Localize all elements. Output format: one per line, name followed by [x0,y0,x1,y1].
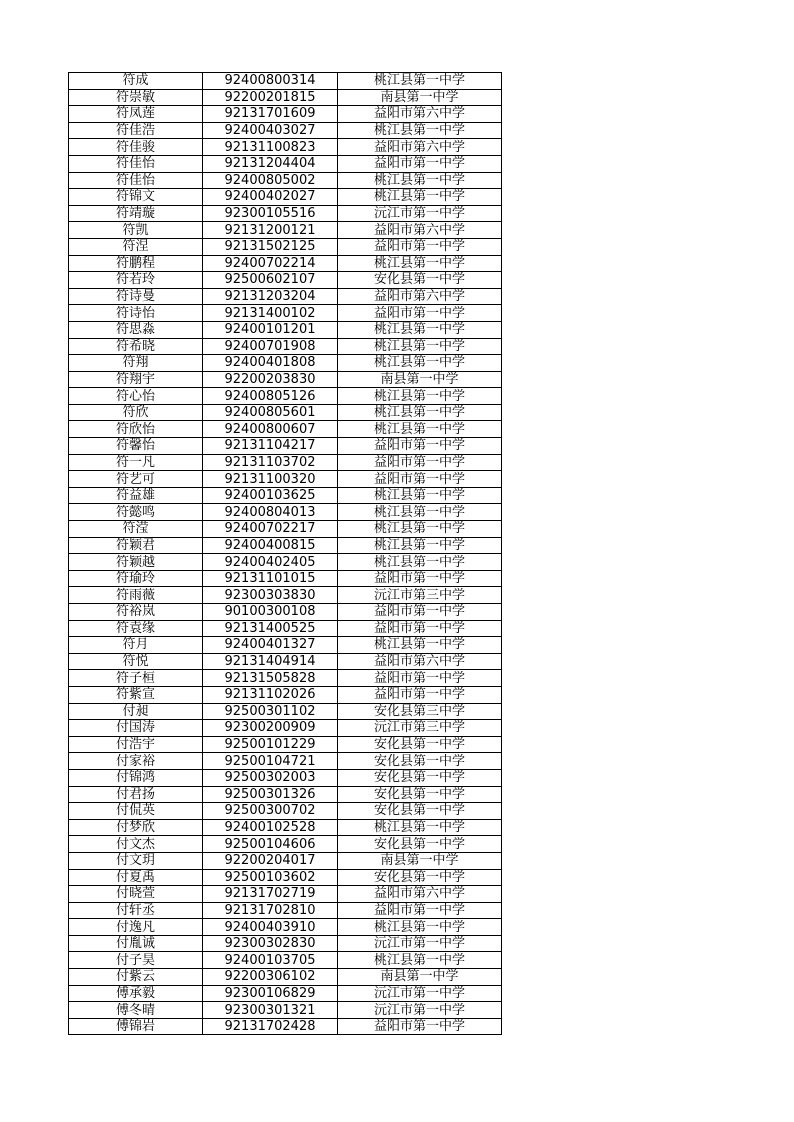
student-name-cell: 符艺可 [69,471,203,488]
exam-id-cell: 92131200121 [203,222,338,239]
exam-id-cell: 92400805002 [203,172,338,189]
school-name-cell: 益阳市第六中学 [338,106,502,123]
student-name-cell: 符欣怡 [69,421,203,438]
exam-id-cell: 92131204404 [203,155,338,172]
school-name-cell: 桃江县第一中学 [338,255,502,272]
exam-id-cell: 92400805126 [203,388,338,405]
table-row [69,321,502,338]
student-name-cell: 符滢 [69,521,203,538]
school-name-cell: 益阳市第一中学 [338,454,502,471]
exam-id-cell: 92500301326 [203,786,338,803]
exam-id-cell: 92400403910 [203,919,338,936]
student-name-cell: 付君扬 [69,786,203,803]
table-row [69,720,502,737]
exam-id-cell: 92131702810 [203,902,338,919]
student-name-cell: 符益雄 [69,487,203,504]
student-name-cell: 符鹏程 [69,255,203,272]
exam-id-cell: 92400103705 [203,952,338,969]
school-name-cell: 益阳市第一中学 [338,620,502,637]
table-row [69,653,502,670]
school-name-cell: 沅江市第一中学 [338,935,502,952]
exam-id-cell: 92131103702 [203,454,338,471]
exam-id-cell: 92400805601 [203,404,338,421]
table-row [69,73,502,90]
table-row [69,686,502,703]
student-name-cell: 符紫宣 [69,686,203,703]
table-row [69,106,502,123]
student-name-cell: 付昶 [69,703,203,720]
table-row [69,537,502,554]
school-name-cell: 益阳市第六中学 [338,653,502,670]
table-row [69,454,502,471]
table-row [69,554,502,571]
student-name-cell: 符锦文 [69,189,203,206]
exam-id-cell: 92400702217 [203,521,338,538]
exam-id-cell: 92131701609 [203,106,338,123]
school-name-cell: 桃江县第一中学 [338,404,502,421]
student-name-cell: 符裕岚 [69,604,203,621]
student-name-cell: 符佳怡 [69,155,203,172]
student-name-cell: 付紫云 [69,969,203,986]
school-name-cell: 安化县第一中学 [338,272,502,289]
table-row [69,189,502,206]
student-name-cell: 符佳浩 [69,122,203,139]
table-row [69,803,502,820]
exam-id-cell: 92400103625 [203,487,338,504]
exam-id-cell: 92300106829 [203,985,338,1002]
table-row [69,155,502,172]
school-name-cell: 桃江县第一中学 [338,819,502,836]
exam-id-cell: 92131100823 [203,139,338,156]
student-name-cell: 付浩宇 [69,736,203,753]
exam-id-cell: 92200201815 [203,89,338,106]
roster-table-body [69,73,502,1035]
school-name-cell: 桃江县第一中学 [338,73,502,90]
table-row [69,819,502,836]
school-name-cell: 益阳市第六中学 [338,139,502,156]
student-name-cell: 付家裕 [69,753,203,770]
exam-id-cell: 92500103602 [203,869,338,886]
exam-id-cell: 92500104606 [203,836,338,853]
school-name-cell: 桃江县第一中学 [338,355,502,372]
student-name-cell: 付胤诚 [69,935,203,952]
school-name-cell: 桃江县第一中学 [338,189,502,206]
exam-id-cell: 92500301102 [203,703,338,720]
exam-id-cell: 92200306102 [203,969,338,986]
student-name-cell: 符翔宇 [69,371,203,388]
table-row [69,637,502,654]
exam-id-cell: 92400400815 [203,537,338,554]
table-row [69,438,502,455]
table-row [69,371,502,388]
school-name-cell: 沅江市第一中学 [338,1002,502,1019]
table-row [69,89,502,106]
student-name-cell: 傅冬晴 [69,1002,203,1019]
school-name-cell: 益阳市第一中学 [338,238,502,255]
student-name-cell: 符心怡 [69,388,203,405]
school-name-cell: 沅江市第一中学 [338,205,502,222]
exam-id-cell: 92300303830 [203,587,338,604]
table-row [69,404,502,421]
student-name-cell: 付逸凡 [69,919,203,936]
student-name-cell: 符涅 [69,238,203,255]
table-row [69,238,502,255]
student-name-cell: 符成 [69,73,203,90]
exam-id-cell: 92200204017 [203,852,338,869]
exam-id-cell: 92500300702 [203,803,338,820]
exam-id-cell: 92500104721 [203,753,338,770]
table-row [69,504,502,521]
exam-id-cell: 92131400102 [203,305,338,322]
school-name-cell: 沅江市第三中学 [338,720,502,737]
student-name-cell: 符瑜玲 [69,570,203,587]
table-row [69,604,502,621]
exam-id-cell: 92131702719 [203,886,338,903]
school-name-cell: 沅江市第一中学 [338,985,502,1002]
student-name-cell: 符雨薇 [69,587,203,604]
student-name-cell: 付夏禹 [69,869,203,886]
school-name-cell: 桃江县第一中学 [338,487,502,504]
exam-id-cell: 92500101229 [203,736,338,753]
school-name-cell: 南县第一中学 [338,852,502,869]
exam-id-cell: 92400402405 [203,554,338,571]
table-row [69,736,502,753]
exam-id-cell: 92400702214 [203,255,338,272]
table-row [69,471,502,488]
table-row [69,1018,502,1035]
student-name-cell: 符欣 [69,404,203,421]
student-name-cell: 符希晓 [69,338,203,355]
student-name-cell: 符凤莲 [69,106,203,123]
school-name-cell: 安化县第一中学 [338,736,502,753]
student-name-cell: 付侃英 [69,803,203,820]
student-name-cell: 符月 [69,637,203,654]
student-name-cell: 符子桓 [69,670,203,687]
exam-id-cell: 92400101201 [203,321,338,338]
student-name-cell: 符袁缘 [69,620,203,637]
school-name-cell: 安化县第一中学 [338,836,502,853]
table-row [69,338,502,355]
school-name-cell: 沅江市第三中学 [338,587,502,604]
exam-id-cell: 92131400525 [203,620,338,637]
table-row [69,786,502,803]
table-row [69,703,502,720]
school-name-cell: 桃江县第一中学 [338,537,502,554]
table-row [69,487,502,504]
student-name-cell: 傅锦岩 [69,1018,203,1035]
school-name-cell: 益阳市第六中学 [338,886,502,903]
school-name-cell: 益阳市第一中学 [338,686,502,703]
table-row [69,935,502,952]
school-name-cell: 益阳市第六中学 [338,288,502,305]
exam-id-cell: 92131502125 [203,238,338,255]
school-name-cell: 南县第一中学 [338,89,502,106]
table-row [69,205,502,222]
table-row [69,122,502,139]
table-row [69,355,502,372]
student-name-cell: 傅承毅 [69,985,203,1002]
school-name-cell: 桃江县第一中学 [338,321,502,338]
exam-id-cell: 92200203830 [203,371,338,388]
table-row [69,886,502,903]
exam-id-cell: 92400403027 [203,122,338,139]
exam-id-cell: 92400800314 [203,73,338,90]
exam-id-cell: 92131203204 [203,288,338,305]
school-name-cell: 桃江县第一中学 [338,554,502,571]
exam-id-cell: 92131404914 [203,653,338,670]
table-row [69,836,502,853]
student-name-cell: 符翔 [69,355,203,372]
exam-id-cell: 92300301321 [203,1002,338,1019]
student-name-cell: 付国涛 [69,720,203,737]
exam-id-cell: 90100300108 [203,604,338,621]
student-name-cell: 付轩丞 [69,902,203,919]
exam-id-cell: 92400800607 [203,421,338,438]
student-name-cell: 符崇敏 [69,89,203,106]
table-row [69,1002,502,1019]
table-row [69,969,502,986]
exam-id-cell: 92131100320 [203,471,338,488]
school-name-cell: 桃江县第一中学 [338,172,502,189]
school-name-cell: 桃江县第一中学 [338,521,502,538]
student-name-cell: 符诗曼 [69,288,203,305]
student-name-cell: 符佳骏 [69,139,203,156]
table-row [69,620,502,637]
school-name-cell: 桃江县第一中学 [338,504,502,521]
table-row [69,255,502,272]
table-row [69,222,502,239]
school-name-cell: 安化县第一中学 [338,869,502,886]
school-name-cell: 桃江县第一中学 [338,637,502,654]
table-row [69,388,502,405]
table-row [69,288,502,305]
student-name-cell: 符佳怡 [69,172,203,189]
exam-id-cell: 92131702428 [203,1018,338,1035]
school-name-cell: 益阳市第六中学 [338,222,502,239]
student-name-cell: 符思淼 [69,321,203,338]
student-name-cell: 付梦欣 [69,819,203,836]
table-row [69,952,502,969]
table-row [69,902,502,919]
exam-id-cell: 92400401327 [203,637,338,654]
exam-id-cell: 92400701908 [203,338,338,355]
roster-table [68,72,502,1035]
student-name-cell: 符靖璇 [69,205,203,222]
table-row [69,869,502,886]
table-row [69,139,502,156]
school-name-cell: 桃江县第一中学 [338,919,502,936]
student-name-cell: 符凯 [69,222,203,239]
school-name-cell: 益阳市第一中学 [338,902,502,919]
exam-id-cell: 92300105516 [203,205,338,222]
student-name-cell: 符颖越 [69,554,203,571]
table-row [69,272,502,289]
exam-id-cell: 92400102528 [203,819,338,836]
exam-id-cell: 92500302003 [203,769,338,786]
student-name-cell: 符悦 [69,653,203,670]
table-row [69,421,502,438]
school-name-cell: 桃江县第一中学 [338,122,502,139]
student-name-cell: 付晓萱 [69,886,203,903]
exam-id-cell: 92400804013 [203,504,338,521]
table-row [69,570,502,587]
student-name-cell: 符馨怡 [69,438,203,455]
table-row [69,753,502,770]
table-row [69,985,502,1002]
school-name-cell: 桃江县第一中学 [338,421,502,438]
student-name-cell: 付锦鸿 [69,769,203,786]
school-name-cell: 桃江县第一中学 [338,952,502,969]
table-row [69,305,502,322]
student-name-cell: 付子昊 [69,952,203,969]
student-name-cell: 付文杰 [69,836,203,853]
table-row [69,919,502,936]
table-row [69,852,502,869]
school-name-cell: 益阳市第一中学 [338,604,502,621]
school-name-cell: 益阳市第一中学 [338,305,502,322]
school-name-cell: 安化县第一中学 [338,769,502,786]
school-name-cell: 安化县第一中学 [338,753,502,770]
exam-id-cell: 92131104217 [203,438,338,455]
exam-id-cell: 92300200909 [203,720,338,737]
table-row [69,172,502,189]
exam-id-cell: 92131505828 [203,670,338,687]
school-name-cell: 桃江县第一中学 [338,388,502,405]
exam-id-cell: 92131101015 [203,570,338,587]
student-name-cell: 符一凡 [69,454,203,471]
exam-id-cell: 92400401808 [203,355,338,372]
school-name-cell: 益阳市第一中学 [338,438,502,455]
school-name-cell: 益阳市第一中学 [338,1018,502,1035]
school-name-cell: 益阳市第一中学 [338,155,502,172]
student-name-cell: 符懿鸣 [69,504,203,521]
school-name-cell: 益阳市第一中学 [338,471,502,488]
student-name-cell: 符若玲 [69,272,203,289]
school-name-cell: 安化县第三中学 [338,703,502,720]
table-row [69,521,502,538]
table-row [69,587,502,604]
exam-id-cell: 92400402027 [203,189,338,206]
table-row [69,670,502,687]
student-name-cell: 符诗怡 [69,305,203,322]
school-name-cell: 南县第一中学 [338,969,502,986]
school-name-cell: 安化县第一中学 [338,803,502,820]
exam-id-cell: 92300302830 [203,935,338,952]
exam-id-cell: 92500602107 [203,272,338,289]
student-name-cell: 付文玥 [69,852,203,869]
school-name-cell: 安化县第一中学 [338,786,502,803]
table-row [69,769,502,786]
school-name-cell: 益阳市第一中学 [338,570,502,587]
exam-id-cell: 92131102026 [203,686,338,703]
school-name-cell: 桃江县第一中学 [338,338,502,355]
school-name-cell: 南县第一中学 [338,371,502,388]
school-name-cell: 益阳市第一中学 [338,670,502,687]
student-name-cell: 符颖君 [69,537,203,554]
